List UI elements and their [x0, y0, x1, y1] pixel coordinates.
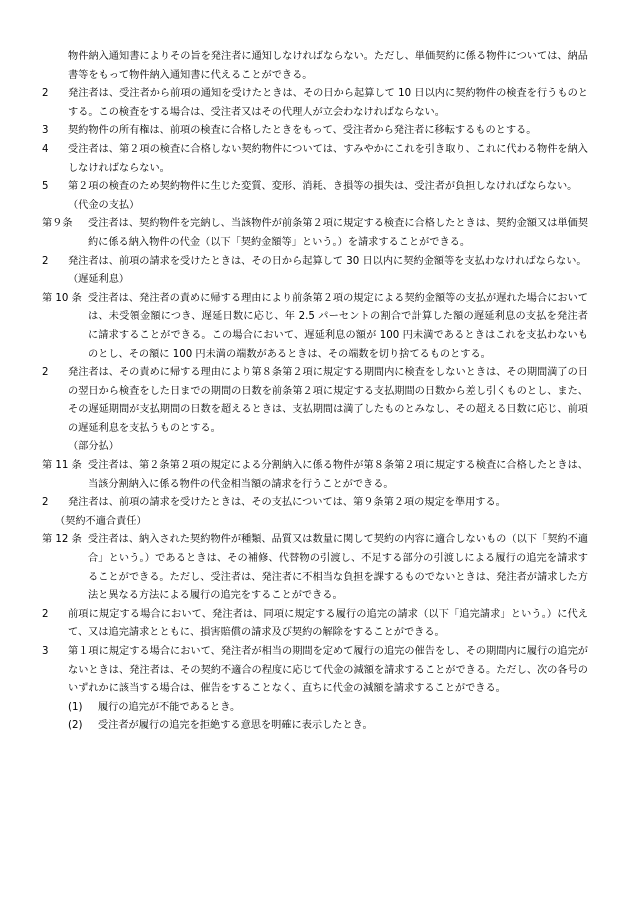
clause-第 10 条: [42, 290, 588, 364]
clause-marker: 第９条: [42, 218, 73, 230]
section-heading: （代金の支払）: [68, 199, 140, 211]
clause-text: 受注者は、発注者の責めに帰する理由により前条第２項の規定による契約金額等の支払が遅れた場合においては、未受領金額につき、遅延日数に応じ、年 2.5 パーセントの割合で計算した額の遅延利息の支払を発注者に請求することができる。この場合において、遅延利息の額が 100 円未満であるときはこれを支払わないものとし、その額に 100 円未満の端数があるときは、その端数を切り捨てるものとする。: [88, 292, 588, 360]
clause-text: 発注者は、前項の請求を受けたときは、その日から起算して 30 日以内に契約金額等を支払わなければならない。: [68, 255, 587, 267]
clause-text: 受注者は、契約物件を完納し、当該物件が前条第２項に規定する検査に合格したときは、契約金額又は単価契約に係る納入物件の代金（以下「契約金額等」という。）を請求することができる。: [88, 218, 588, 248]
clause-5: [42, 178, 588, 197]
clause-marker: 5: [42, 181, 49, 193]
clause-marker: 3: [42, 646, 49, 657]
clause-marker: 2: [42, 497, 49, 509]
clause-2: [42, 494, 588, 513]
paragraph: 物件納入通知書によりその旨を発注者に通知しなければならない。ただし、単価契約に係る物件については、納品書等をもって物件納入通知書に代えることができる。: [68, 51, 588, 81]
clause-2: [42, 364, 588, 438]
clause-2: [42, 606, 588, 643]
clause-marker: 第 10 条: [42, 292, 82, 304]
clause-2: [42, 85, 588, 122]
document-body: [42, 48, 588, 736]
clause-marker: (1): [68, 701, 83, 713]
clause-2: [42, 253, 588, 272]
section-heading: （部分払）: [68, 441, 119, 453]
clause-第９条: [42, 215, 588, 252]
clause-marker: 2: [42, 608, 49, 620]
clause-第 11 条: [42, 457, 588, 494]
clause-text: 受注者が履行の追完を拒絶する意思を明確に表示したとき。: [98, 720, 373, 732]
clause-marker: 2: [42, 88, 49, 100]
clause-text: 受注者は、第２項の検査に合格しない契約物件については、すみやかにこれを引き取り、これに代わる物件を納入しなければならない。: [68, 143, 588, 174]
clause-text: 発注者は、受注者から前項の通知を受けたときは、その日から起算して 10 日以内に契約物件の検査を行うものとする。この検査をする場合は、受注者又はその代理人が立会わなければならない。: [68, 88, 588, 118]
clause-marker: 第 12 条: [42, 534, 82, 546]
clause-4: [42, 141, 588, 178]
clause-text: 第１項に規定する場合において、発注者が相当の期間を定めて履行の追完の催告をし、その期間内に履行の追完がないときは、発注者は、その契約不適合の程度に応じて代金の減額を請求することができる。ただし、次の各号のいずれかに該当する場合は、催告をすることなく、直ちに代金の減額を請求することができる。: [68, 646, 588, 695]
clause-第 12 条: [42, 531, 588, 605]
clause-text: 受注者は、第２条第２項の規定による分割納入に係る物件が第８条第２項に規定する検査に合格したときは、当該分割納入に係る物件の代金相当額の請求を行うことができる。: [88, 460, 588, 490]
clause-marker: (2): [68, 720, 83, 732]
clause-text: 履行の追完が不能であるとき。: [98, 701, 241, 713]
clause-(2): [42, 717, 588, 736]
clause-text: 発注者は、その責めに帰する理由により第８条第２項に規定する期間内に検査をしないときは、その期間満了の日の翌日から検査をした日までの期間の日数を前条第２項に規定する支払期間の日数から差し引くものとし、また、その遅延期間が支払期間の日数を超えるときは、支払期間は満了したものとみなし、その超える日数に応じ、前項の遅延利息を支払うものとする。: [68, 367, 588, 434]
clause-marker: 4: [42, 143, 49, 155]
clause-marker: 2: [42, 367, 49, 379]
clause-(1): [42, 699, 588, 718]
clause-3: [42, 643, 588, 699]
section-heading: （契約不適合責任）: [55, 515, 147, 527]
clause-marker: 第 11 条: [42, 460, 82, 472]
clause-marker: 2: [42, 255, 49, 267]
clause-marker: 3: [42, 125, 49, 137]
clause-text: 前項に規定する場合において、発注者は、同項に規定する履行の追完の請求（以下「追完請求」という。）に代えて、又は追完請求とともに、損害賠償の請求及び契約の解除をすることができる。: [68, 608, 588, 639]
clause-text: 受注者は、納入された契約物件が種類、品質又は数量に関して契約の内容に適合しないもの（以下「契約不適合」という。）であるときは、その補修、代替物の引渡し、不足する部分の引渡しによる履行の追完を請求することができる。ただし、受注者は、発注者に不相当な負担を課するものでないときは、発注者が請求した方法と異なる方法による履行の追完をすることができる。: [88, 534, 588, 602]
section-heading: （遅延利息）: [68, 274, 130, 286]
clause-text: 契約物件の所有権は、前項の検査に合格したときをもって、受注者から発注者に移転するものとする。: [68, 125, 537, 137]
clause-text: 発注者は、前項の請求を受けたときは、その支払については、第９条第２項の規定を準用する。: [68, 497, 506, 509]
clause-3: [42, 122, 588, 141]
clause-text: 第２項の検査のため契約物件に生じた変質、変形、消耗、き損等の損失は、受注者が負担しなければならない。: [68, 181, 578, 193]
